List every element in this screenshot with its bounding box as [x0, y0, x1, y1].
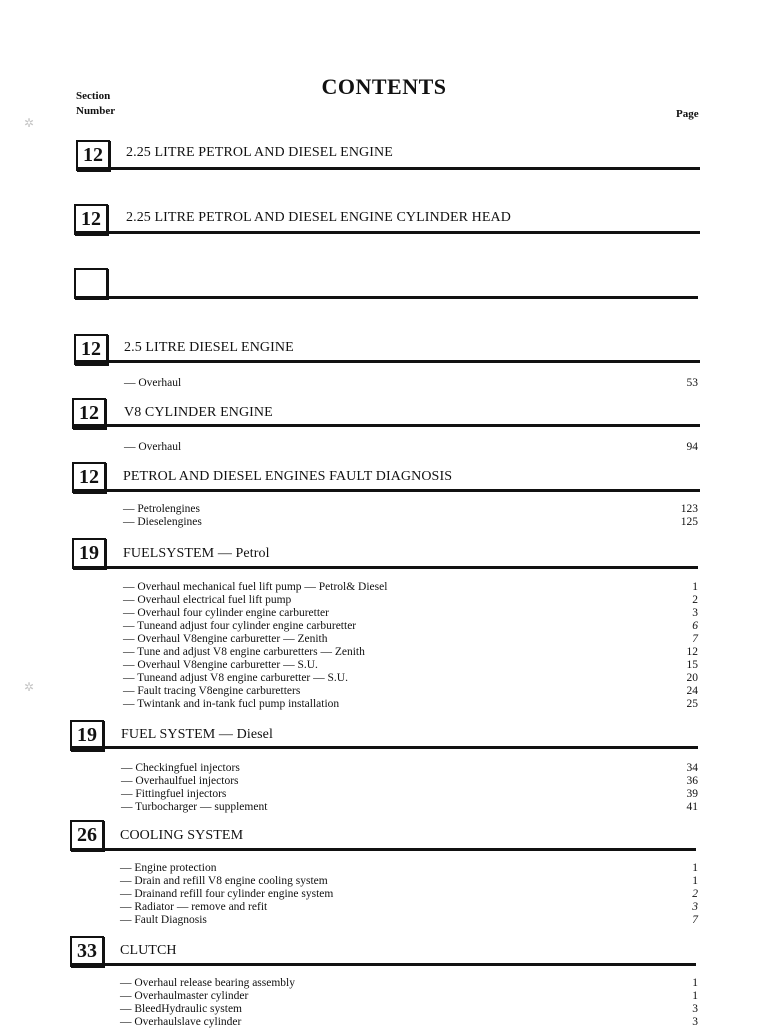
section-heading: 2.25 LITRE PETROL AND DIESEL ENGINE CYLINDER HEAD [126, 210, 511, 225]
page-number: 3 [692, 1003, 698, 1015]
page-number: 2 [692, 594, 698, 606]
section-number-badge: 12 [72, 462, 106, 493]
page-number: 1 [692, 862, 698, 874]
page-number: 3 [692, 901, 698, 913]
contents-entry: — Overhaul V8engine carburetter — S.U. [123, 659, 318, 671]
section-heading: COOLING SYSTEM [120, 828, 244, 843]
page-column-header: Page [676, 108, 699, 120]
contents-entry: — Overhaul release bearing assembly [120, 977, 295, 989]
section-number-badge [74, 268, 108, 299]
page-number: 1 [692, 990, 698, 1002]
section-rule [70, 848, 696, 851]
contents-entry: — BleedHydraulic system [120, 1003, 243, 1015]
page-number: 41 [686, 801, 698, 813]
page-number: 24 [686, 685, 698, 697]
section-number-badge: 19 [72, 538, 106, 569]
section-rule [72, 424, 700, 427]
section-label: Section [76, 90, 111, 102]
page-number: 123 [680, 503, 698, 515]
contents-entry: — Overhaul [124, 377, 182, 389]
contents-entry: — Turbocharger — supplement [121, 801, 268, 813]
page-number: 2 [692, 888, 698, 900]
page-number: 6 [692, 620, 698, 632]
contents-entry: — Radiator — remove and refit [120, 901, 268, 913]
contents-entry: — Tuneand adjust V8 engine carburetter — S.U. [123, 672, 348, 684]
contents-entry: — Dieselengines [123, 516, 202, 528]
section-number-badge: 12 [74, 204, 108, 235]
contents-entry: — Fittingfuel injectors [121, 788, 227, 800]
contents-entry: — Fault Diagnosis [120, 914, 207, 926]
contents-entry: — Drainand refill four cylinder engine system [120, 888, 334, 900]
page-number: 94 [686, 441, 698, 453]
scan-mark: ✲ [24, 116, 35, 130]
contents-entry: — Overhaulmaster cylinder [120, 990, 249, 1002]
contents-entry: — Engine protection [120, 862, 217, 874]
contents-entry: — Checkingfuel injectors [121, 762, 240, 774]
page-number: 125 [680, 516, 698, 528]
contents-entry: — Overhaul [124, 441, 182, 453]
contents-entry: — Overhaul mechanical fuel lift pump — Petrol& Diesel [123, 581, 388, 593]
section-number-badge: 12 [72, 398, 106, 429]
page-number: 7 [692, 914, 698, 926]
page-title: CONTENTS [321, 74, 447, 99]
section-heading: 2.25 LITRE PETROL AND DIESEL ENGINE [126, 145, 393, 160]
page-number: 3 [692, 1016, 698, 1028]
section-rule [74, 360, 700, 363]
section-rule [76, 167, 700, 170]
page-number: 1 [692, 581, 698, 593]
section-heading: PETROL AND DIESEL ENGINES FAULT DIAGNOSIS [123, 469, 453, 484]
contents-entry: — Overhaul V8engine carburetter — Zenith [123, 633, 328, 645]
section-heading: 2.5 LITRE DIESEL ENGINE [124, 340, 294, 355]
section-number-badge: 12 [76, 140, 110, 171]
page-number: 53 [686, 377, 698, 389]
section-rule [70, 963, 696, 966]
page-number: 15 [686, 659, 698, 671]
number-label: Number [76, 105, 116, 117]
contents-entry: — Drain and refill V8 engine cooling system [120, 875, 328, 887]
section-heading: V8 CYLINDER ENGINE [124, 405, 273, 420]
section-number-badge: 12 [74, 334, 108, 365]
contents-entry: — Tuneand adjust four cylinder engine carburetter [123, 620, 357, 632]
page-number: 34 [686, 762, 698, 774]
section-heading: FUEL SYSTEM — Diesel [121, 727, 273, 742]
contents-entry: — Tune and adjust V8 engine carburetters — Zenith [123, 646, 365, 658]
section-rule [72, 566, 698, 569]
page-number: 20 [686, 672, 698, 684]
section-number-header [76, 89, 115, 119]
section-number-badge: 33 [70, 936, 104, 967]
contents-entry: — Overhaul electrical fuel lift pump [123, 594, 292, 606]
page-number: 1 [692, 875, 698, 887]
scan-mark: ✲ [24, 680, 35, 694]
contents-entry: — Petrolengines [123, 503, 200, 515]
page-number: 39 [686, 788, 698, 800]
section-number-badge: 19 [70, 720, 104, 751]
page-number: 25 [686, 698, 698, 710]
page-number: 7 [692, 633, 698, 645]
section-heading: CLUTCH [120, 943, 177, 958]
page-number: 3 [692, 607, 698, 619]
contents-entry: — Twintank and in-tank fucl pump installation [123, 698, 340, 710]
page-number: 1 [692, 977, 698, 989]
section-rule [72, 489, 700, 492]
page-number: 12 [686, 646, 698, 658]
contents-entry: — Overhaulfuel injectors [121, 775, 239, 787]
section-rule [74, 231, 700, 234]
page-number: 36 [686, 775, 698, 787]
section-heading: FUELSYSTEM — Petrol [123, 546, 270, 561]
contents-entry: — Fault tracing V8engine carburetters [123, 685, 301, 697]
contents-entry: — Overhaulslave cylinder [120, 1016, 242, 1028]
section-number-badge: 26 [70, 820, 104, 851]
section-rule [74, 296, 698, 299]
contents-entry: — Overhaul four cylinder engine carburetter [123, 607, 329, 619]
section-rule [70, 746, 698, 749]
